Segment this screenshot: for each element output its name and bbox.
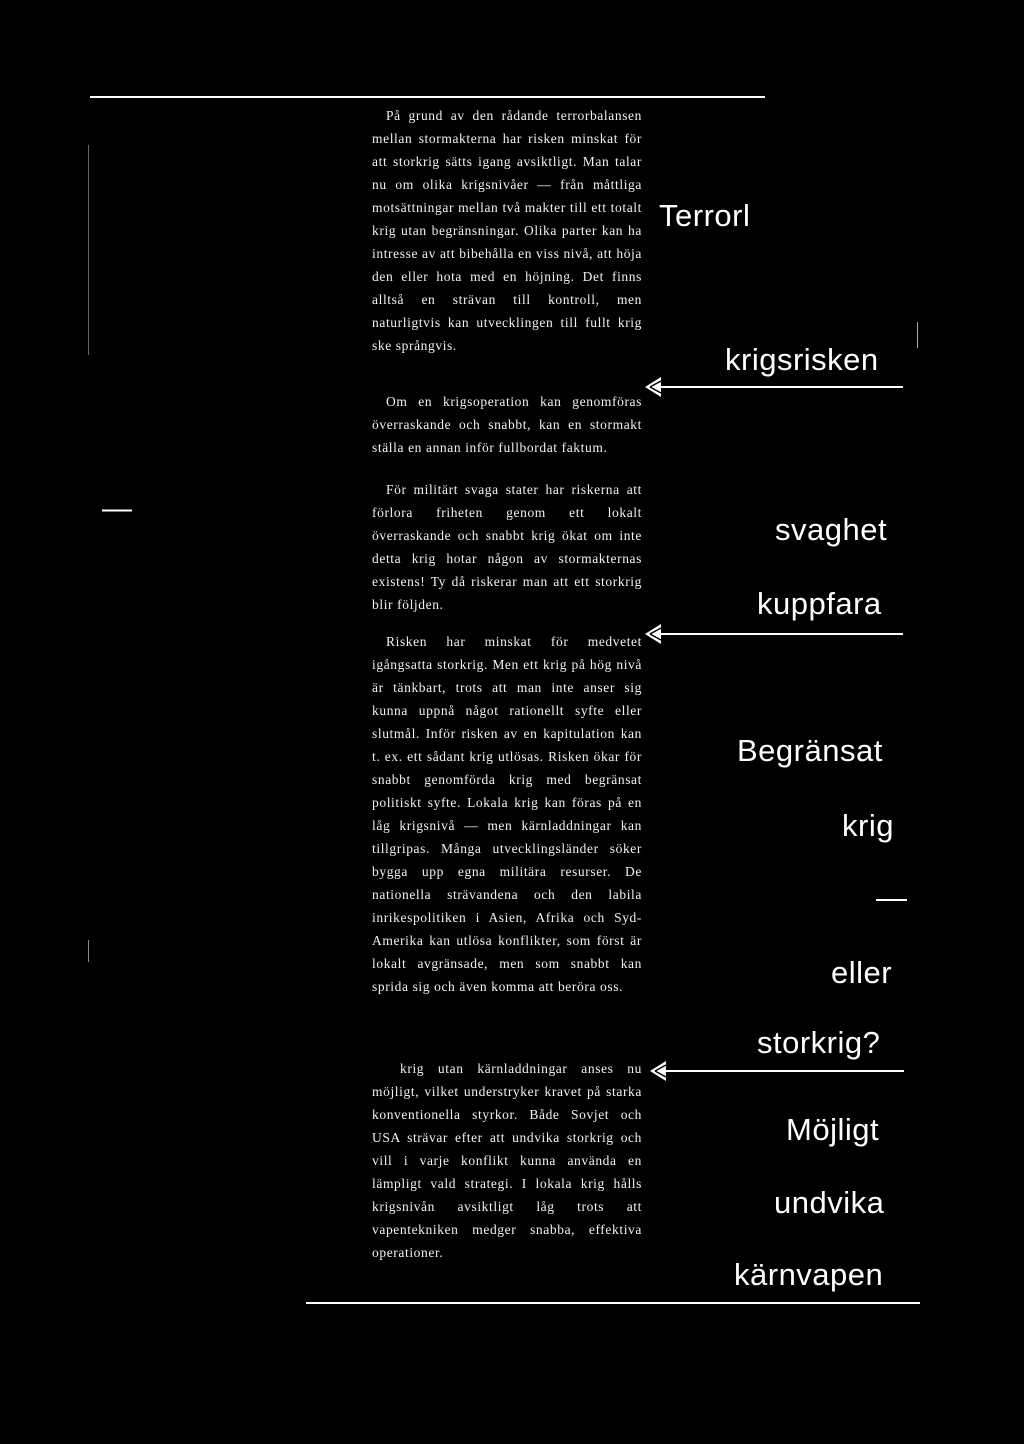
arrow-left-icon [645, 623, 663, 645]
heading-storkrig: storkrig? [757, 1025, 881, 1060]
heading-terror: Terrorl [659, 198, 751, 233]
heading-dash: — [876, 880, 908, 915]
heading-svaghet: svaghet [775, 512, 888, 547]
pointer-rule-3 [664, 1070, 904, 1072]
heading-mojligt: Möjligt [786, 1112, 880, 1147]
arrow-left-icon [645, 376, 663, 398]
left-edge-mark-lower [88, 940, 89, 962]
pointer-rule-1 [660, 386, 903, 388]
heading-krigsrisken: krigsrisken [725, 342, 879, 377]
heading-karnvapen: kärnvapen [734, 1257, 884, 1292]
paragraph-4: Risken har minskat för medvetet igångsatta storkrig. Men ett krig på hög nivå är tänkbart, trots att man inte anser sig kunna uppnå något rationellt syfte eller slutmål. Inför risken av en kapitulation kan t. ex. ett sådant krig utlösas. Risken ökar för snabbt genomförda krig med begränsat politiskt syfte. Lokala krig kan föras på en låg krigsnivå — men kärnladdningar kan tillgripas. Många utvecklingsländer söker bygga upp egna militära resurser. De nationella strävandena och den labila inrikespolitiken i Asien, Afrika och Syd-Amerika kan utlösa konflikter, som först är lokalt avgränsade, men som snabbt kan sprida sig och även komma att beröra oss. [372, 634, 642, 994]
heading-kuppfara: kuppfara [757, 586, 882, 621]
arrow-left-icon [650, 1060, 668, 1082]
paragraph-3: För militärt svaga stater har riskerna att förlora friheten genom ett lokalt överraskande och snabbt krig ökat om inte detta krig hotar någon av stormakternas existens! Ty då riskerar man att ett storkrig blir följden. [372, 482, 642, 612]
bottom-rule [306, 1302, 920, 1304]
paragraph-2: Om en krigsoperation kan genomföras överraskande och snabbt, kan en stormakt ställa en annan inför fullbordat faktum. [372, 394, 642, 455]
heading-krig: krig [842, 808, 894, 843]
paragraph-1: På grund av den rådande terrorbalansen mellan stormakterna har risken minskat för att storkrig sätts igang avsiktligt. Man talar nu om olika krigsnivåer — från måttliga motsättningar mellan två makter till ett totalt krig utan begränsningar. Olika parter kan ha intresse av att bibehålla en viss nivå, att höja den eller hota med en höjning. Det finns alltså en strävan till kontroll, men naturligtvis kan utvecklingen till fullt krig ske språngvis. [372, 108, 642, 353]
heading-undvika: undvika [774, 1185, 885, 1220]
top-rule [90, 96, 765, 98]
paragraph-5: krig utan kärnladdningar anses nu möjligt, vilket understryker kravet på starka konventionella styrkor. Både Sovjet och USA strävar efter att undvika storkrig och vill i varje konflikt kunna använda en lämpligt vald strategi. I lokala krig hålls krigsnivån avsiktligt låg trots att vapentekniken medger snabba, effektiva operationer. [372, 1061, 642, 1260]
pointer-rule-2 [660, 633, 903, 635]
heading-begransat: Begränsat [737, 733, 883, 768]
heading-eller: eller [831, 955, 893, 990]
heading-side-rule [917, 322, 918, 348]
margin-dash: — [102, 492, 132, 525]
left-edge-mark [88, 145, 89, 355]
